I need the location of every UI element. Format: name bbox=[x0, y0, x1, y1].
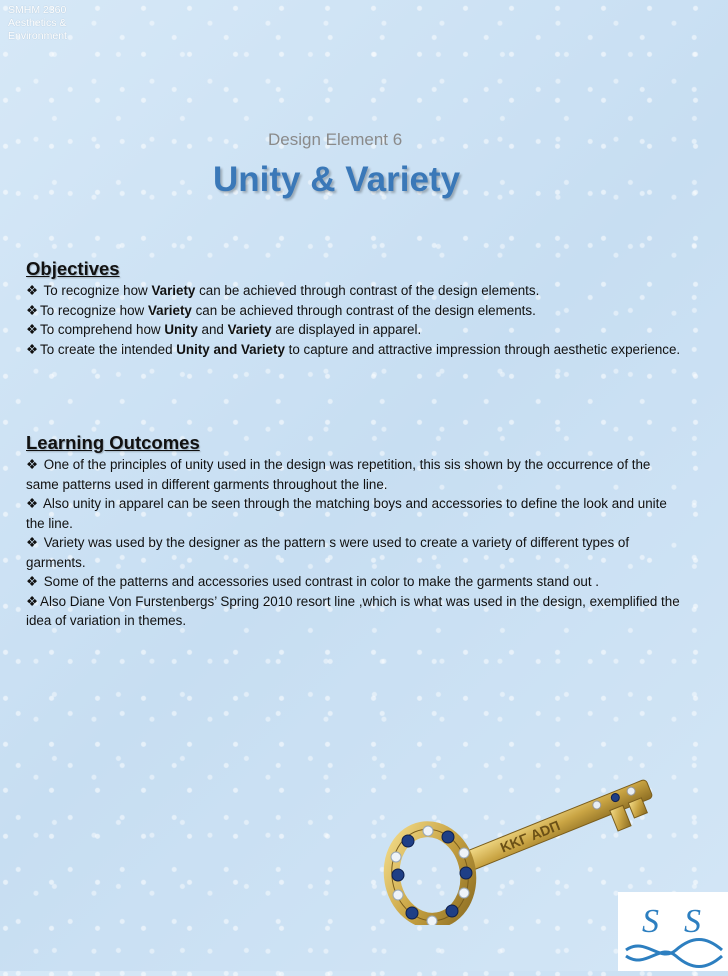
objective-item: ❖ To comprehend how Unity and Variety are displayed in apparel. bbox=[26, 322, 422, 337]
objectives-heading: Objectives bbox=[26, 258, 120, 279]
page-subtitle: Design Element 6 bbox=[268, 130, 403, 149]
outcome-item: ❖ Also unity in apparel can be seen through the matching boys and accessories to define the look and unite the line. bbox=[26, 496, 667, 531]
objective-item: ❖ To recognize how Variety can be achieved through contrast of the design elements. bbox=[26, 283, 540, 298]
bullet-icon: ❖ bbox=[26, 496, 39, 511]
bullet-icon: ❖ bbox=[26, 283, 39, 298]
logo-icon bbox=[618, 892, 728, 971]
objectives-section bbox=[26, 258, 686, 359]
learning-outcomes-heading: Learning Outcomes bbox=[26, 432, 200, 453]
objective-item: ❖ To create the intended Unity and Variety to capture and attractive impression through aesthetic experience. bbox=[26, 341, 681, 357]
bullet-icon: ❖ bbox=[26, 322, 39, 337]
outcome-item: ❖ Variety was used by the designer as the pattern s were used to create a variety of different types of garments. bbox=[26, 535, 630, 570]
bullet-icon: ❖ bbox=[26, 341, 39, 357]
bullet-icon: ❖ bbox=[26, 593, 39, 609]
outcome-item: ❖ One of the principles of unity used in the design was repetition, this sis shown by the occurrence of the same patterns used in different garments throughout the line. bbox=[26, 457, 651, 492]
bullet-icon: ❖ bbox=[26, 457, 39, 472]
bullet-icon: ❖ bbox=[26, 574, 39, 589]
outcome-item: ❖ Some of the patterns and accessories used contrast in color to make the garments stand out . bbox=[26, 574, 600, 589]
learning-outcomes-section bbox=[26, 432, 686, 631]
svg-text:S: S bbox=[684, 903, 701, 940]
svg-text:S: S bbox=[642, 903, 659, 940]
key-letters: KKΓ ADΠ bbox=[497, 817, 563, 856]
bullet-icon: ❖ bbox=[26, 535, 39, 550]
page-title: Unity & Variety bbox=[213, 160, 461, 199]
outcome-item: ❖ Also Diane Von Furstenbergs’ Spring 2010 resort line ,which is what was used in the design, exemplified the idea of variation in themes. bbox=[26, 593, 680, 628]
course-label: SMHM 2360 Aesthetics & Environment bbox=[8, 4, 67, 42]
brand-logo bbox=[618, 892, 728, 971]
objective-item: ❖ To recognize how Variety can be achieved through contrast of the design elements. bbox=[26, 302, 536, 318]
bullet-icon: ❖ bbox=[26, 302, 39, 318]
